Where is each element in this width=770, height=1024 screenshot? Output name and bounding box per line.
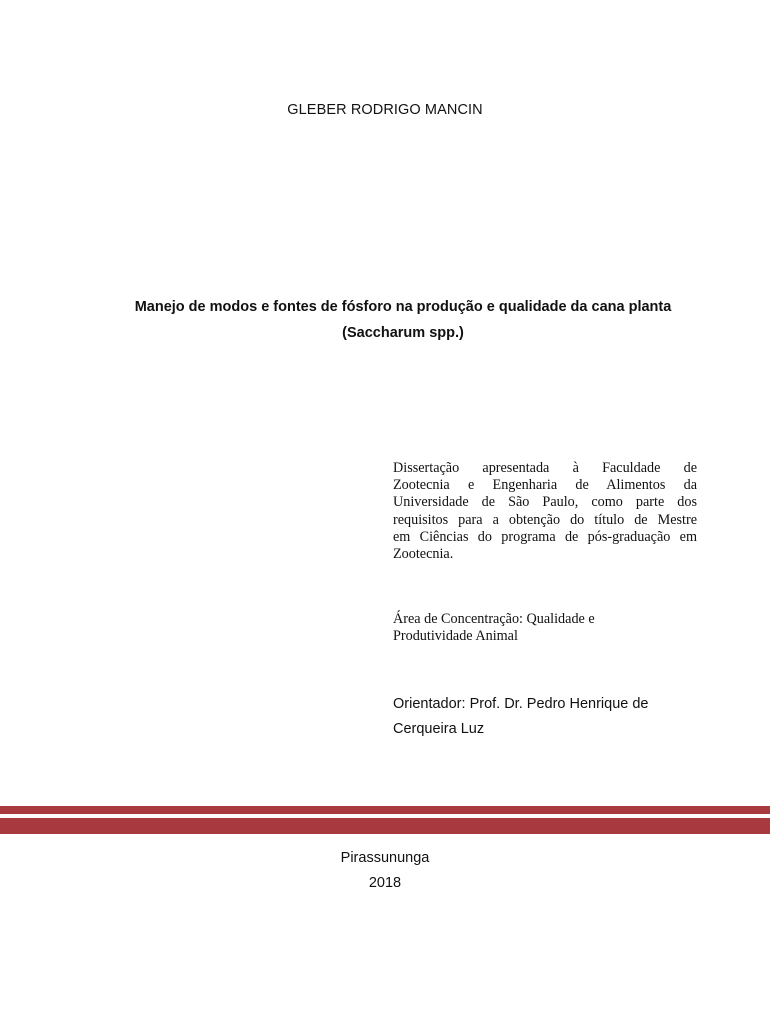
thesis-title xyxy=(60,294,746,346)
year: 2018 xyxy=(368,875,402,891)
author-name: GLEBER RODRIGO MANCIN xyxy=(287,102,483,118)
dissertation-line: Zootecnia e Engenharia de Alimentos da xyxy=(393,477,697,494)
concentration-area-line: Produtividade Animal xyxy=(393,628,518,645)
band-stripe-top xyxy=(0,806,770,814)
concentration-area xyxy=(393,611,697,645)
dissertation-line: em Ciências do programa de pós-graduação em xyxy=(393,528,697,545)
advisor-line: Cerqueira Luz xyxy=(393,721,485,737)
concentration-area-line: Área de Concentração: Qualidade e xyxy=(393,611,595,627)
dissertation-line: Universidade de São Paulo, como parte dos xyxy=(393,494,697,511)
dissertation-statement xyxy=(393,460,697,563)
advisor-line: Orientador: Prof. Dr. Pedro Henrique de xyxy=(393,696,649,712)
dissertation-line: requisitos para a obtenção do título de Mestre xyxy=(393,511,697,528)
band-stripe-bottom xyxy=(0,818,770,834)
city: Pirassununga xyxy=(340,850,430,866)
thesis-title-line-2: (Saccharum spp.) xyxy=(342,325,464,341)
dissertation-line: Dissertação apresentada à Faculdade de xyxy=(393,460,697,476)
dissertation-line: Zootecnia. xyxy=(393,546,454,563)
thesis-title-line-1: Manejo de modos e fontes de fósforo na produção e qualidade da cana planta xyxy=(134,299,672,315)
decorative-band xyxy=(0,806,770,834)
advisor xyxy=(393,692,713,742)
